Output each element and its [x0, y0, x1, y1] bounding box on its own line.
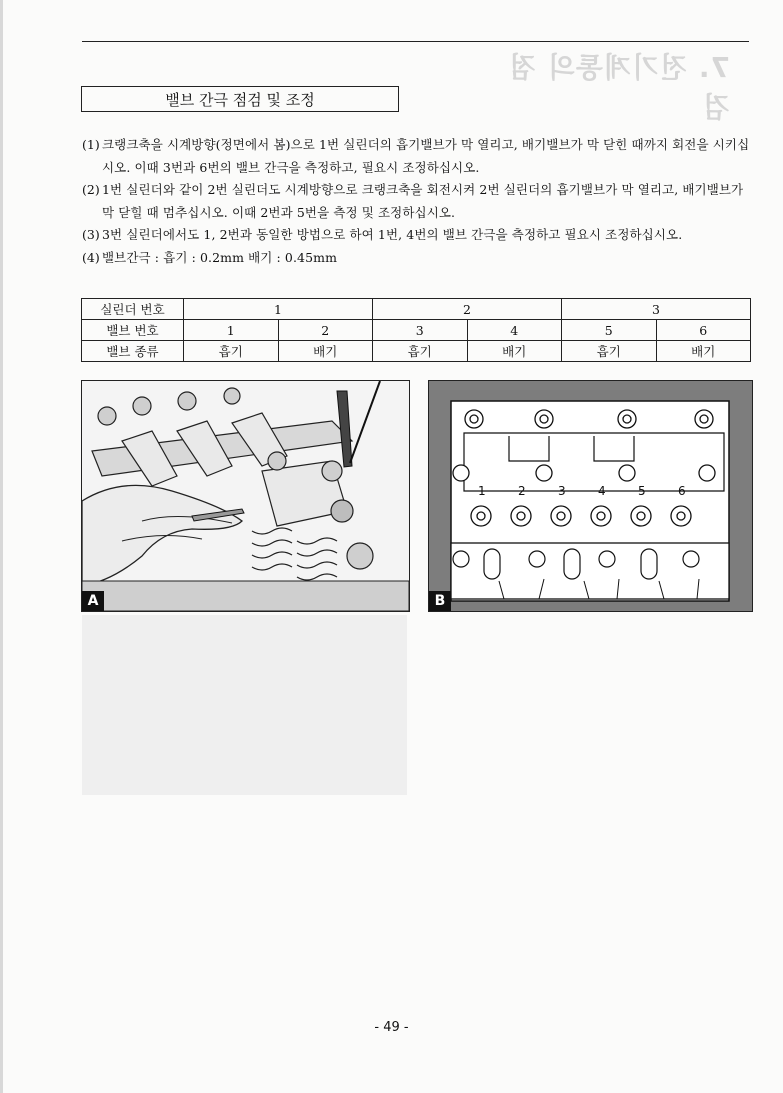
- page-left-edge: [0, 0, 3, 1093]
- table-cell: 배기: [278, 341, 373, 362]
- table-cell: 1: [184, 320, 279, 341]
- table-cell: 3: [373, 320, 468, 341]
- step-number: (2): [82, 182, 100, 197]
- figure-a-label: A: [82, 591, 104, 611]
- valve-number-label: 1: [478, 484, 486, 498]
- valve-table: [81, 298, 751, 362]
- instruction-step: [82, 134, 752, 179]
- table-cell: 흡기: [184, 341, 279, 362]
- step-text: 크랭크축을 시계방향(정면에서 봄)으로 1번 실린더의 흡기밸브가 막 열리고, 배기밸브가 막 닫힌 때까지 회전을 시키십시오. 이때 3번과 6번의 밸브 간극을 측정하고, 필요시 조정하십시오.: [102, 137, 750, 175]
- table-cell: 흡기: [373, 341, 468, 362]
- bleedthrough-image: [82, 615, 407, 795]
- instruction-step: [82, 247, 752, 270]
- step-text: 1번 실린더와 같이 2번 실린더도 시계방향으로 크랭크축을 회전시켜 2번 실린더의 흡기밸브가 막 열리고, 배기밸브가 막 닫힐 때 멈추십시오. 이때 2번과 5번을 측정 및 조정하십시오.: [102, 182, 744, 220]
- table-cell: 2: [373, 299, 562, 320]
- cylinder-head-diagram: [429, 381, 752, 611]
- page-number: - 49 -: [374, 1020, 409, 1035]
- bleedthrough-header: 7. 전기계통의 점검: [508, 51, 730, 124]
- table-cell: 4: [467, 320, 562, 341]
- table-cell: 배기: [656, 341, 751, 362]
- instruction-list: [82, 134, 752, 269]
- table-row-type: [82, 341, 751, 362]
- instruction-step: [82, 179, 752, 224]
- section-title: 밸브 간극 점검 및 조정: [81, 86, 399, 112]
- table-row-header: 밸브 번호: [82, 320, 184, 341]
- table-cell: 1: [184, 299, 373, 320]
- table-cell: 5: [562, 320, 657, 341]
- table-cell: 6: [656, 320, 751, 341]
- valve-number-label: 3: [558, 484, 566, 498]
- table-row-cylinder: [82, 299, 751, 320]
- valve-number-label: 4: [598, 484, 606, 498]
- table-cell: 3: [562, 299, 751, 320]
- step-text: 3번 실린더에서도 1, 2번과 동일한 방법으로 하여 1번, 4번의 밸브 간극을 측정하고 필요시 조정하십시오.: [102, 227, 683, 242]
- valve-number-label: 5: [638, 484, 646, 498]
- table-row-header: 실린더 번호: [82, 299, 184, 320]
- step-number: (1): [82, 137, 100, 152]
- instruction-step: [82, 224, 752, 247]
- table-row-valve: [82, 320, 751, 341]
- figure-b-label: B: [429, 591, 451, 611]
- valve-number-label: 2: [518, 484, 526, 498]
- table-row-header: 밸브 종류: [82, 341, 184, 362]
- valve-number-label: 6: [678, 484, 686, 498]
- table-cell: 흡기: [562, 341, 657, 362]
- top-rule: [82, 41, 749, 42]
- table-cell: 2: [278, 320, 373, 341]
- step-number: (3): [82, 227, 100, 242]
- valve-adjustment-illustration: [82, 381, 409, 611]
- figure-b-valve-numbering: [428, 380, 753, 612]
- table-cell: 배기: [467, 341, 562, 362]
- step-number: (4): [82, 249, 100, 265]
- step-text: 밸브간극 : 흡기 : 0.2mm 배기 : 0.45mm: [102, 249, 338, 265]
- figure-a-valve-adjustment: [81, 380, 410, 612]
